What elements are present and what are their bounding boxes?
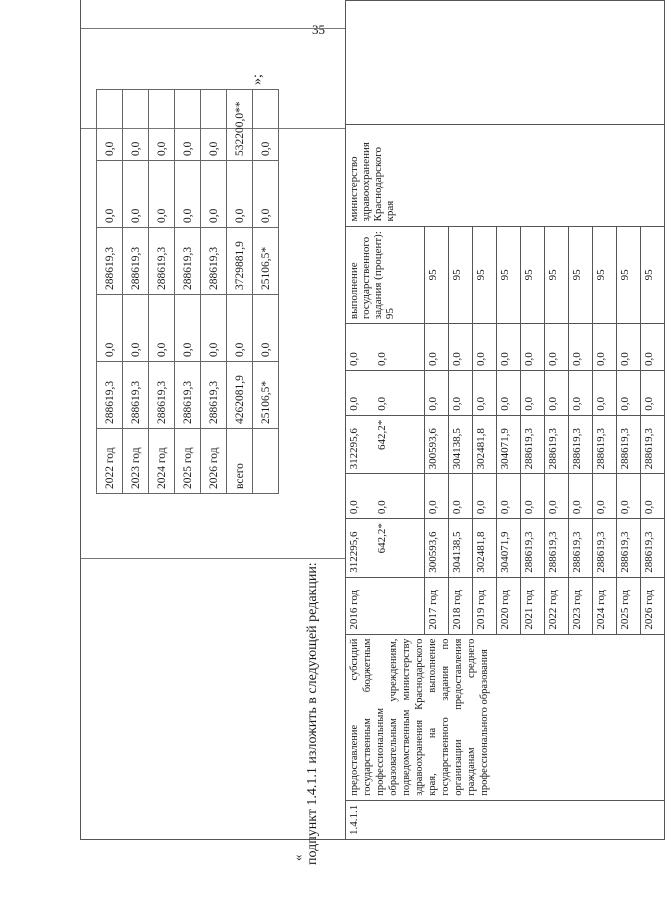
value-cell: 0,0	[175, 161, 201, 228]
closing-quote: »;	[250, 74, 265, 85]
empty-cell	[346, 1, 665, 125]
value-cell: 288619,3	[175, 228, 201, 295]
value-cell: 0,0	[593, 324, 617, 371]
value-cell: 25106,5*	[253, 228, 279, 295]
value-cell: 0,0	[617, 324, 641, 371]
value-cell: 0,0	[201, 295, 227, 362]
value-cell: 0,0	[497, 474, 521, 519]
table-row	[227, 90, 253, 494]
value-cell: 312295,6 642,2*	[346, 415, 425, 474]
value-cell: 0,0	[545, 370, 569, 415]
value-cell: 0,0	[175, 90, 201, 161]
value-cell: 288619,3	[175, 362, 201, 429]
year-cell: 2021 год	[521, 577, 545, 634]
value-cell: 0,0	[473, 474, 497, 519]
table-row	[346, 1, 425, 840]
indicator-cell: 95	[425, 226, 449, 324]
value-cell: 0,0	[473, 324, 497, 371]
value-cell: 25106,5*	[253, 362, 279, 429]
value-cell: 302481,8	[473, 519, 497, 578]
value-cell: 0,0	[593, 370, 617, 415]
value-cell: 0,0	[521, 474, 545, 519]
indicator-cell: 95	[545, 226, 569, 324]
table-column-divider	[81, 28, 346, 29]
year-cell: 2026 год	[201, 429, 227, 494]
value-cell: 304071,9	[497, 415, 521, 474]
value-cell: 0,0	[641, 370, 665, 415]
year-cell: 2025 год	[175, 429, 201, 494]
value-cell: 288619,3	[123, 362, 149, 429]
value-cell: 0,0 0,0	[346, 324, 425, 371]
value-cell: 288619,3	[569, 415, 593, 474]
value-cell: 288619,3	[149, 362, 175, 429]
value-cell: 288619,3	[123, 228, 149, 295]
value-cell: 288619,3	[97, 362, 123, 429]
opening-quote: «	[290, 854, 305, 861]
value-cell: 0,0	[149, 161, 175, 228]
value-cell: 288619,3	[545, 519, 569, 578]
year-cell: всего	[227, 429, 253, 494]
value-cell: 0,0	[449, 370, 473, 415]
table-row	[149, 90, 175, 494]
table-row	[201, 90, 227, 494]
value-cell: 0,0	[497, 324, 521, 371]
indicator-cell: 95	[497, 226, 521, 324]
year-cell: 2017 год	[425, 577, 449, 634]
subsection-table	[345, 0, 665, 840]
value-cell: 0,0	[593, 474, 617, 519]
value-cell: 288619,3	[97, 228, 123, 295]
value-cell: 0,0	[97, 90, 123, 161]
value-cell: 0,0	[425, 370, 449, 415]
value-cell: 300593,6	[425, 519, 449, 578]
value-cell: 0,0	[97, 295, 123, 362]
value-cell: 0,0	[497, 370, 521, 415]
value-cell: 288619,3	[641, 415, 665, 474]
value-cell: 0,0	[227, 295, 253, 362]
value-cell: 0,0 0,0	[346, 370, 425, 415]
page-number: 35	[312, 22, 325, 37]
year-cell: 2024 год	[149, 429, 175, 494]
executor-cell: министерство здравоохранения Краснодарского края	[346, 124, 665, 226]
value-cell: 0,0	[175, 295, 201, 362]
table-row	[253, 90, 279, 494]
value-cell: 0,0	[617, 474, 641, 519]
value-cell: 302481,8	[473, 415, 497, 474]
value-cell: 0,0	[449, 324, 473, 371]
value-cell: 288619,3	[569, 519, 593, 578]
indicator-cell: 95	[593, 226, 617, 324]
year-cell: 2016 год	[346, 577, 425, 634]
value-cell: 0,0	[545, 324, 569, 371]
table-row	[175, 90, 201, 494]
value-cell: 288619,3	[521, 415, 545, 474]
value-cell: 0,0	[569, 474, 593, 519]
value-cell: 300593,6	[425, 415, 449, 474]
value-cell: 0,0	[149, 90, 175, 161]
indicator-cell: выполнение государственного задания (процент): 95	[346, 226, 425, 324]
indicator-cell: 95	[473, 226, 497, 324]
value-cell: 0,0	[201, 90, 227, 161]
value-cell: 0,0	[521, 324, 545, 371]
indicator-cell: 95	[617, 226, 641, 324]
value-cell: 0,0	[545, 474, 569, 519]
value-cell: 288619,3	[545, 415, 569, 474]
year-cell: 2023 год	[569, 577, 593, 634]
item-description: предоставление субсидий государственным бюджетным профессиональным образовательным учреждениям, подведомственным министерству здравоохранения Краснодарского края, на выполнение государственного задания по организации предоставления гражданам среднего профессионального образования	[346, 634, 665, 800]
table-row	[123, 90, 149, 494]
value-cell: 0,0	[617, 370, 641, 415]
item-number: 1.4.1.1	[346, 800, 665, 839]
value-cell: 0,0	[521, 370, 545, 415]
value-cell: 0,0	[123, 90, 149, 161]
section-instruction: подпункт 1.4.1.1 изложить в следующей редакции:	[305, 562, 320, 865]
value-cell: 0,0	[227, 161, 253, 228]
value-cell: 0,0	[425, 474, 449, 519]
indicator-cell: 95	[569, 226, 593, 324]
table-column-divider	[81, 558, 346, 559]
value-cell: 288619,3	[617, 415, 641, 474]
value-cell: 0,0	[569, 324, 593, 371]
value-cell: 288619,3	[641, 519, 665, 578]
value-cell: 0,0	[641, 324, 665, 371]
value-cell: 288619,3	[201, 228, 227, 295]
value-cell: 288619,3	[617, 519, 641, 578]
value-cell: 0,0	[253, 90, 279, 161]
year-cell: 2023 год	[123, 429, 149, 494]
value-cell: 288619,3	[201, 362, 227, 429]
value-cell: 288619,3	[521, 519, 545, 578]
value-cell: 0,0	[123, 295, 149, 362]
year-cell: 2026 год	[641, 577, 665, 634]
year-cell	[253, 429, 279, 494]
value-cell: 0,0	[253, 295, 279, 362]
year-cell: 2020 год	[497, 577, 521, 634]
year-cell: 2022 год	[545, 577, 569, 634]
table-row	[97, 90, 123, 494]
value-cell: 0,0	[253, 161, 279, 228]
value-cell: 0,0	[473, 370, 497, 415]
indicator-cell: 95	[521, 226, 545, 324]
year-cell: 2024 год	[593, 577, 617, 634]
year-cell: 2025 год	[617, 577, 641, 634]
year-cell: 2019 год	[473, 577, 497, 634]
value-cell: 0,0 0,0	[346, 474, 425, 519]
value-cell: 0,0	[123, 161, 149, 228]
indicator-cell: 95	[641, 226, 665, 324]
indicator-cell: 95	[449, 226, 473, 324]
value-cell: 3729881,9	[227, 228, 253, 295]
value-cell: 312295,6 642,2*	[346, 519, 425, 578]
continued-year-table	[96, 89, 279, 494]
value-cell: 0,0	[569, 370, 593, 415]
value-cell: 0,0	[201, 161, 227, 228]
value-cell: 532200,0**	[227, 90, 253, 161]
value-cell: 304138,5	[449, 519, 473, 578]
value-cell: 304138,5	[449, 415, 473, 474]
value-cell: 304071,9	[497, 519, 521, 578]
value-cell: 0,0	[149, 295, 175, 362]
value-cell: 0,0	[425, 324, 449, 371]
value-cell: 0,0	[449, 474, 473, 519]
value-cell: 0,0	[641, 474, 665, 519]
value-cell: 4262081,9	[227, 362, 253, 429]
year-cell: 2018 год	[449, 577, 473, 634]
value-cell: 288619,3	[593, 415, 617, 474]
value-cell: 288619,3	[593, 519, 617, 578]
value-cell: 0,0	[97, 161, 123, 228]
year-cell: 2022 год	[97, 429, 123, 494]
value-cell: 288619,3	[149, 228, 175, 295]
